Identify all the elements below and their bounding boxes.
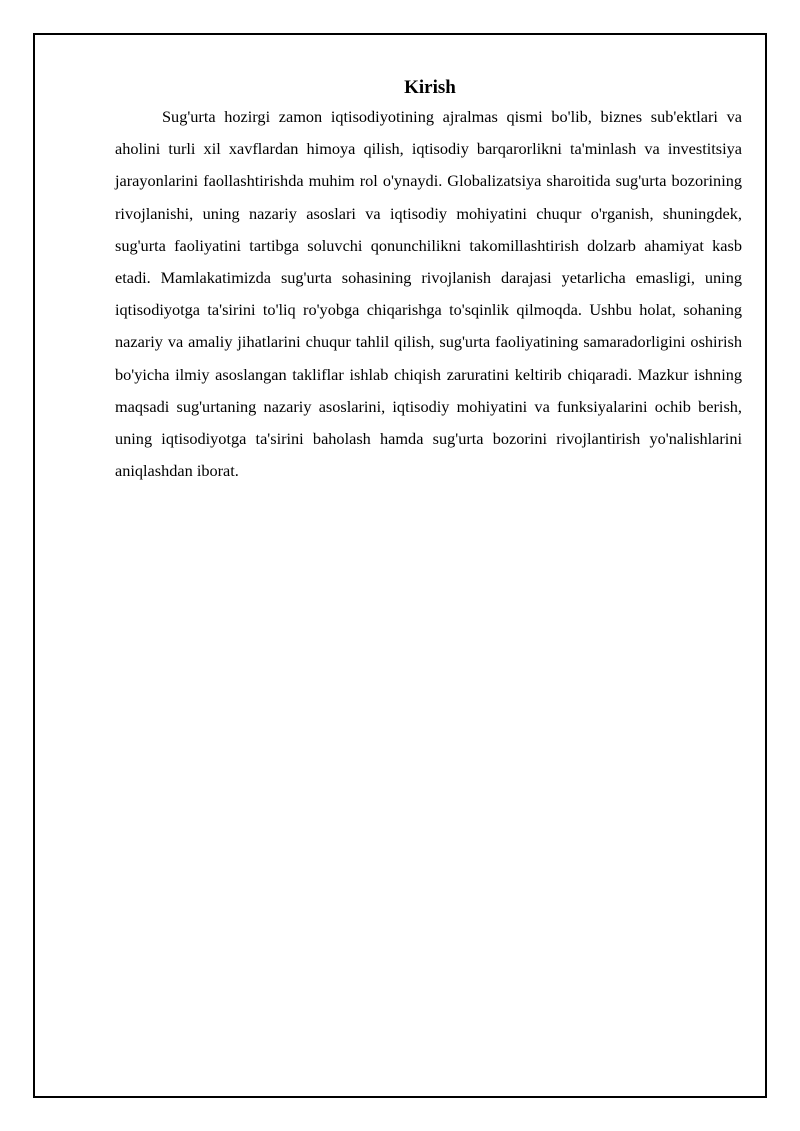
section-title: Kirish (404, 77, 456, 98)
document-content (115, 76, 742, 487)
intro-paragraph: Sug'urta hozirgi zamon iqtisodiyotining ajralmas qismi bo'lib, biznes sub'ektlari va aholini turli xil xavflardan himoya qilish, iqtisodiy barqarorlikni ta'minlash va investitsiya jarayonlarini faollashtirishda muhim rol o'ynaydi. Globalizatsiya sharoitida sug'urta bozorining rivojlanishi, uning nazariy asoslari va iqtisodiy mohiyatini chuqur o'rganish, shuningdek, sug'urta faoliyatini tartibga soluvchi qonunchilikni takomillashtirish dolzarb ahamiyat kasb etadi. Mamlakatimizda sug'urta sohasining rivojlanish darajasi yetarlicha emasligi, uning iqtisodiyotga ta'sirini to'liq ro'yobga chiqarishga to'sqinlik qilmoqda. Ushbu holat, sohaning nazariy va amaliy jihatlarini chuqur tahlil qilish, sug'urta faoliyatining samaradorligini oshirish bo'yicha ilmiy asoslangan takliflar ishlab chiqish zaruratini keltirib chiqaradi. Mazkur ishning maqsadi sug'urtaning nazariy asoslarini, iqtisodiy mohiyatini va funksiyalarini ochib berish, uning iqtisodiyotga ta'sirini baholash hamda sug'urta bozorini rivojlantirish yo'nalishlarini aniqlashdan iborat. (115, 107, 742, 481)
